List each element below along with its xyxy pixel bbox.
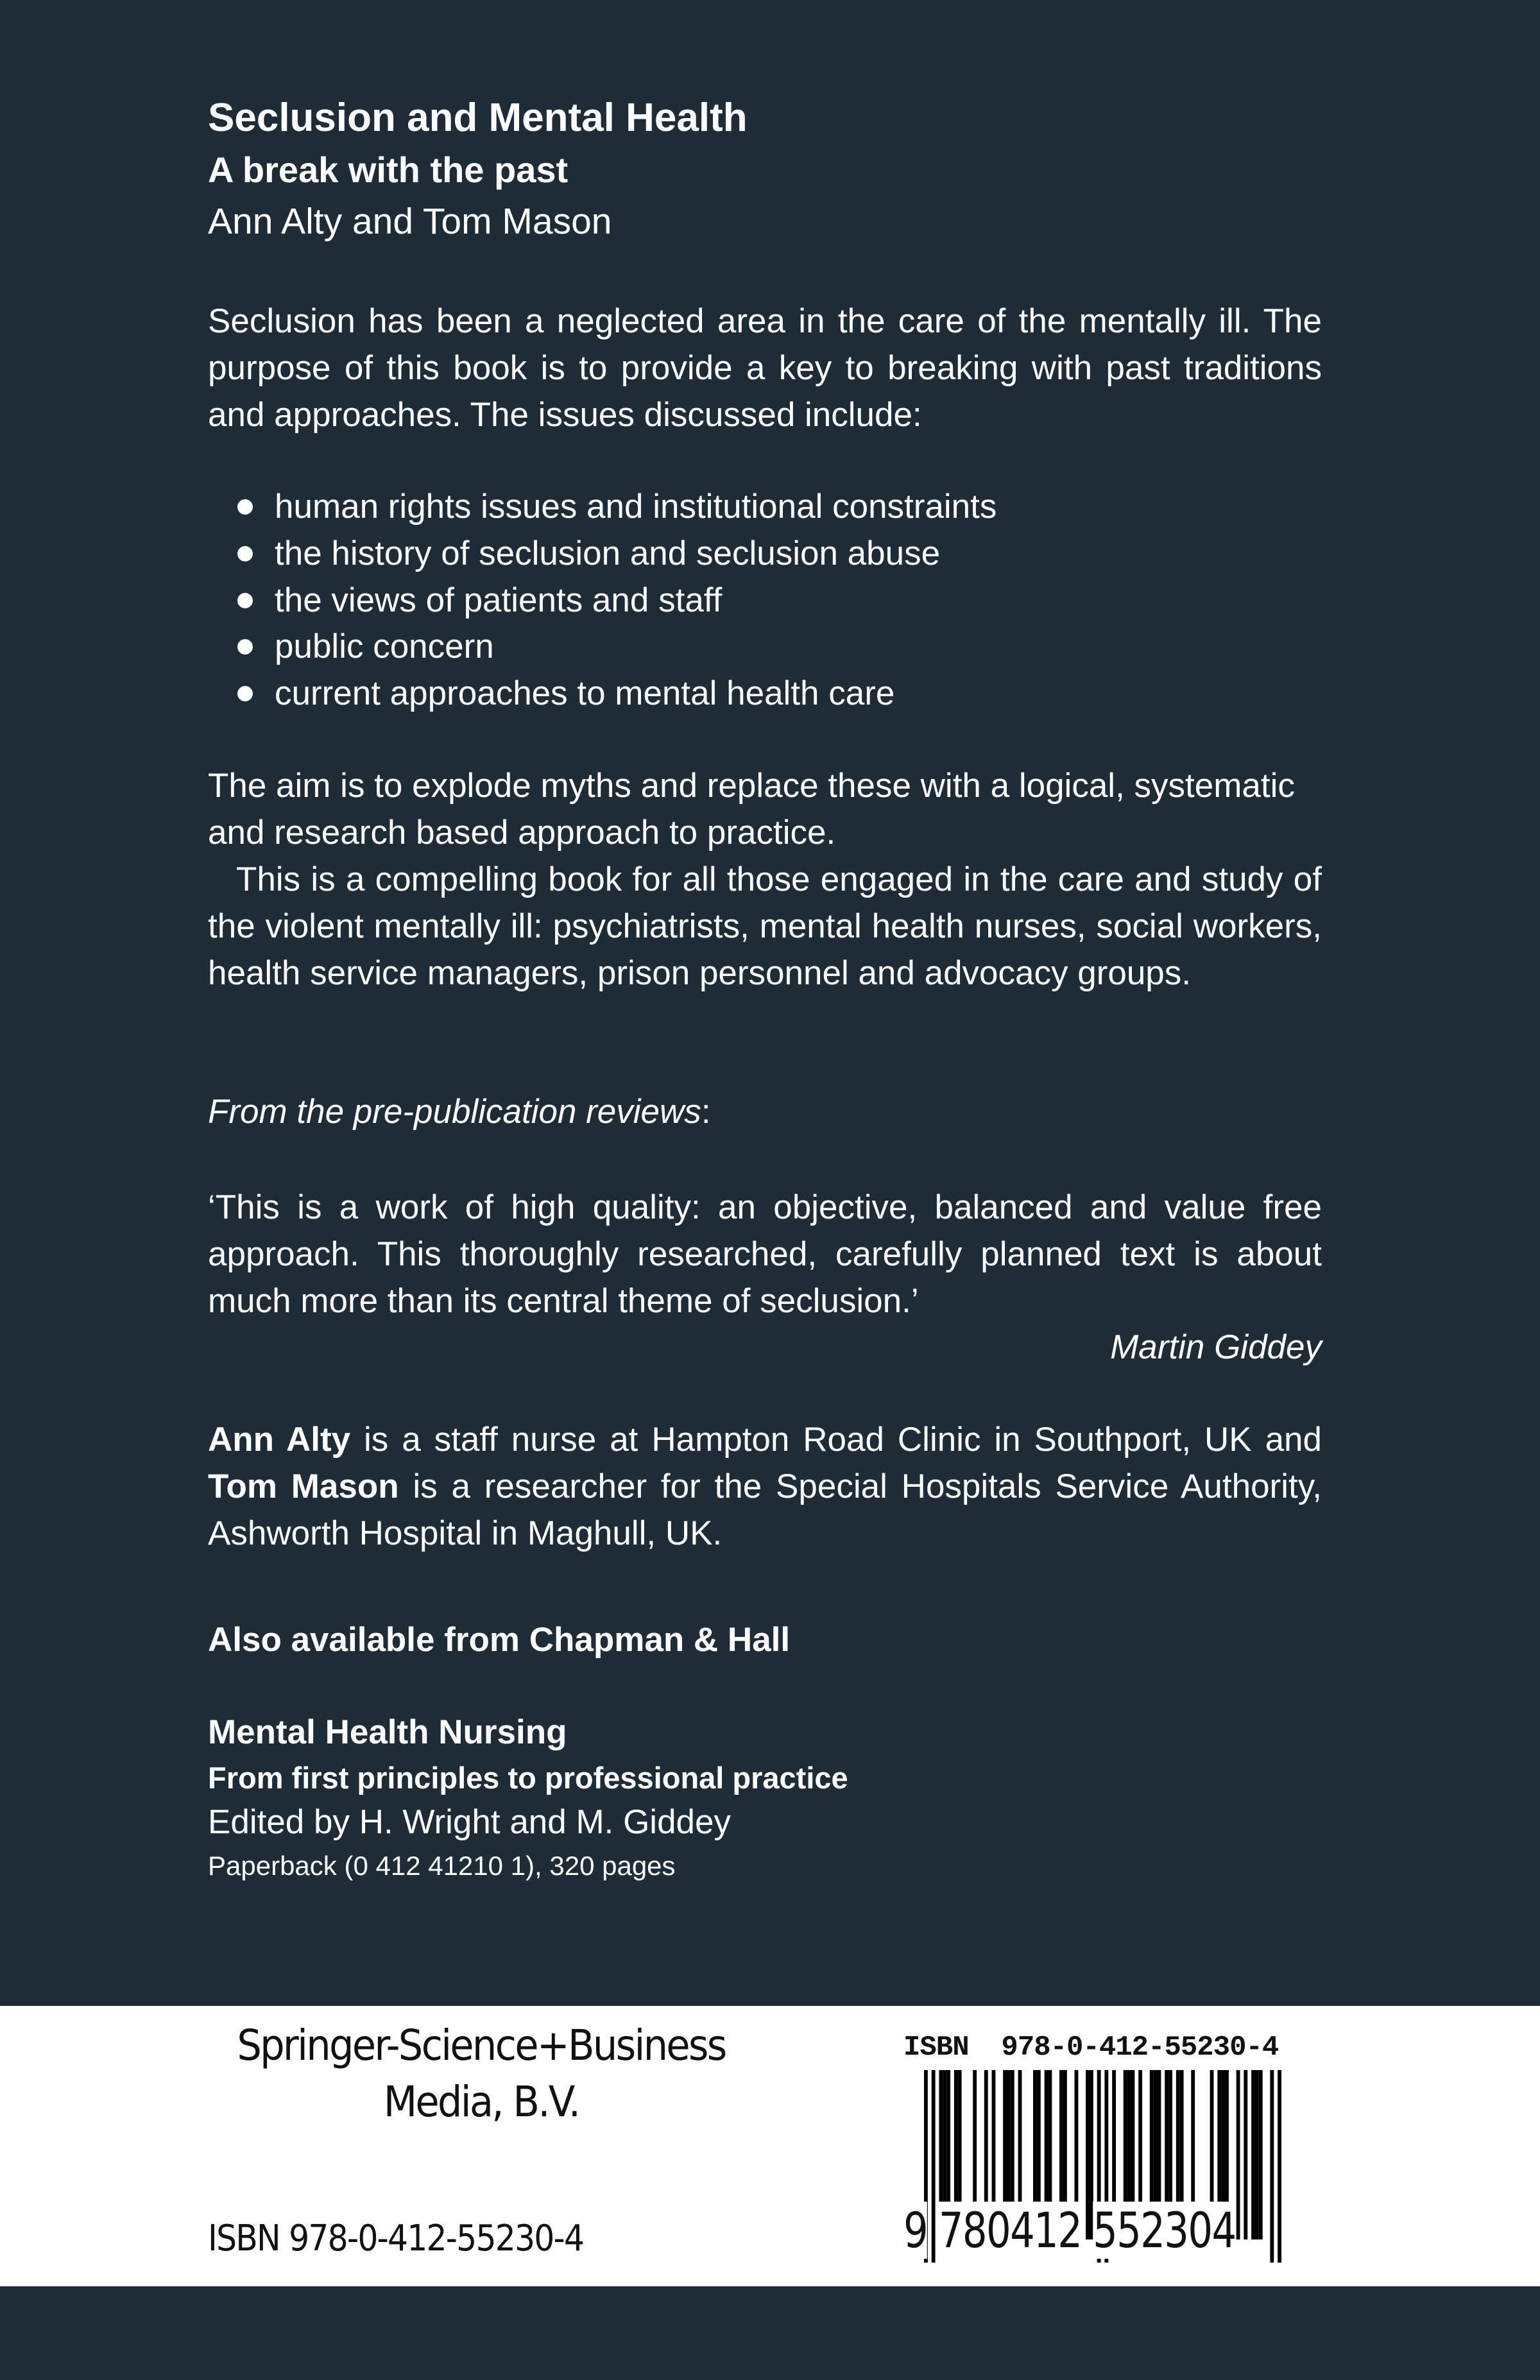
related-editors: Edited by H. Wright and M. Giddey — [208, 1803, 732, 1841]
list-item: the history of seclusion and seclusion abuse — [237, 531, 997, 578]
barcode-bar — [1255, 2070, 1259, 2239]
reviewer-name: Martin Giddey — [1110, 1328, 1322, 1366]
related-details: Paperback (0 412 41210 1), 320 pages — [208, 1851, 676, 1881]
barcode-bar — [1259, 2070, 1263, 2239]
barcode-bar — [1278, 2070, 1281, 2263]
bullet-icon — [237, 639, 253, 655]
publisher-band — [0, 2006, 1540, 2286]
book-subtitle: A break with the past — [208, 150, 569, 190]
bullet-icon — [237, 686, 253, 701]
bullet-icon — [237, 593, 253, 608]
bullet-icon — [237, 546, 253, 561]
list-item: human rights issues and institutional constraints — [237, 484, 997, 531]
intro-paragraph: Seclusion has been a neglected area in the care of the mentally ill. The purpose of this book is to provide a key to breaking with past traditions and approaches. The issues discussed include: — [208, 302, 1322, 434]
isbn-text: ISBN 978-0-412-55230-4 — [208, 2218, 584, 2259]
aim-paragraph: The aim is to explode myths and replace these with a logical, systematic and research based approach to practice. — [208, 767, 1295, 852]
barcode-bar — [1244, 2070, 1247, 2239]
barcode-bar — [1236, 2070, 1240, 2239]
barcode-bar — [1270, 2070, 1274, 2263]
publisher-name: Springer-Science+Business Media, B.V. — [237, 2021, 726, 2127]
reviews-heading: From the pre-publication reviews: — [208, 1093, 711, 1131]
related-subtitle: From first principles to professional practice — [208, 1761, 848, 1795]
book-title: Seclusion and Mental Health — [208, 96, 748, 140]
bullet-icon — [237, 499, 253, 515]
barcode-isbn-label: ISBN 978-0-412-55230-4 — [903, 2032, 1279, 2064]
list-item: current approaches to mental health care — [237, 671, 997, 717]
issues-list — [237, 484, 997, 717]
book-authors: Ann Alty and Tom Mason — [208, 201, 612, 242]
also-available-heading: Also available from Chapman & Hall — [208, 1621, 791, 1659]
review-quote: ‘This is a work of high quality: an objective, balanced and value free approach. This thoroughly researched, carefully planned text is about much more than its central theme of seclusion.’ — [208, 1188, 1322, 1320]
related-title: Mental Health Nursing — [208, 1713, 567, 1751]
barcode-digits: 9 780412 552304 — [903, 2202, 1236, 2259]
audience-paragraph: This is a compelling book for all those engaged in the care and study of the violent mentally ill: psychiatrists, mental health nurses, social workers, health service managers, prison personnel and advocacy groups. — [208, 860, 1322, 992]
list-item: the views of patients and staff — [237, 578, 997, 624]
list-item: public concern — [237, 624, 997, 671]
author-bio: Ann Alty is a staff nurse at Hampton Road Clinic in Southport, UK and Tom Mason is a researcher for the Special Hospitals Service Authority, Ashworth Hospital in Maghull, UK. — [208, 1421, 1322, 1552]
barcode-bar — [1251, 2070, 1255, 2239]
